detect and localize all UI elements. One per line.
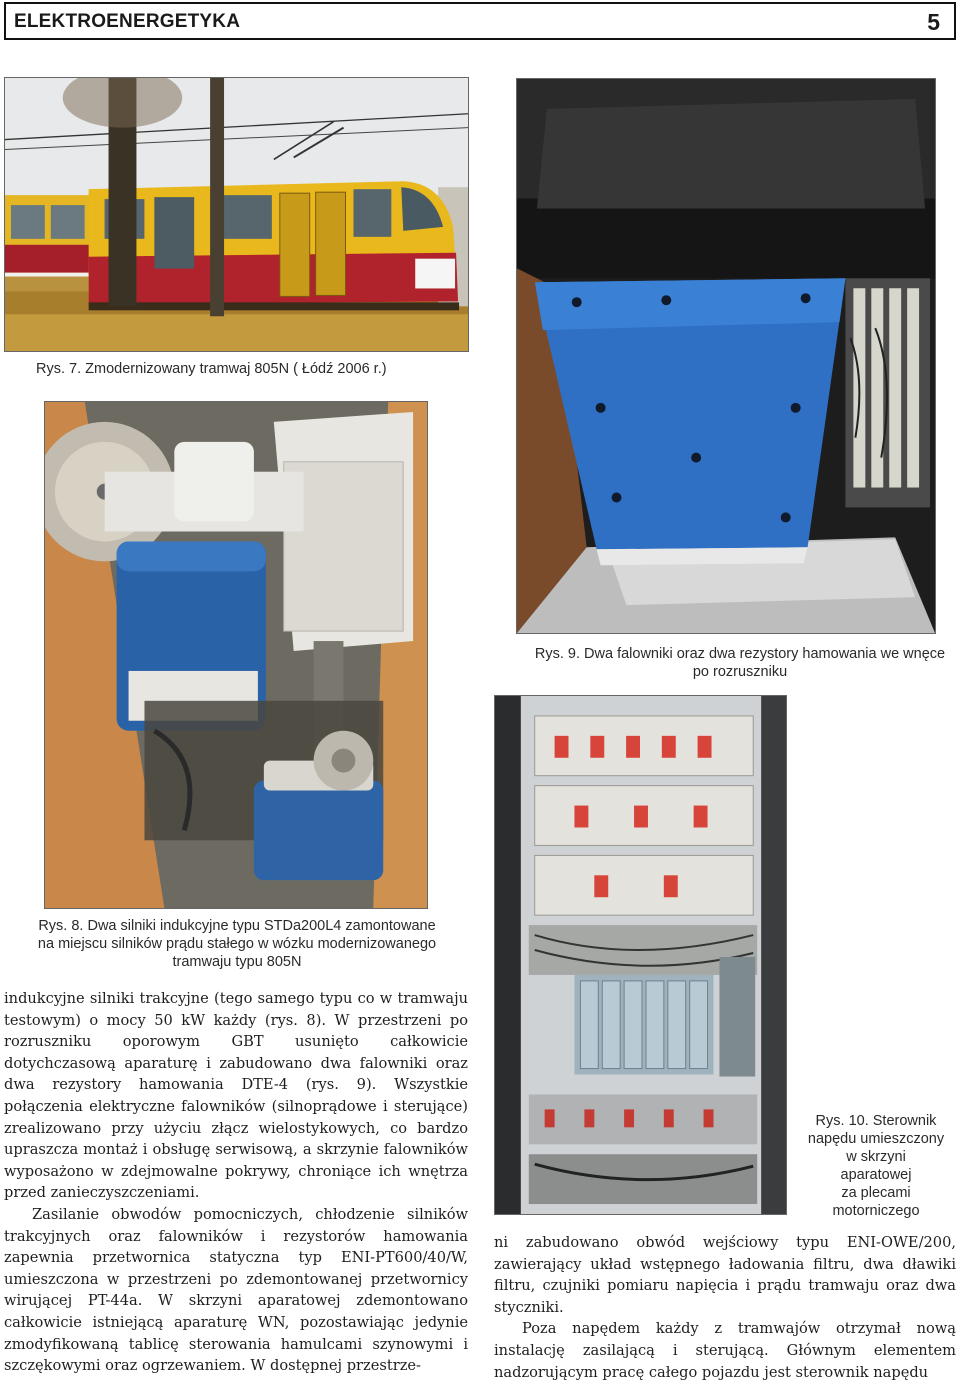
- figure-8-caption-line-1: Rys. 8. Dwa silniki indukcyjne typu STDa200L4 zamontowane: [38, 918, 436, 934]
- tram-illustration: [5, 78, 468, 351]
- figure-9-caption: [520, 645, 960, 681]
- right-column-text: [494, 1232, 956, 1383]
- figure-10-caption: [796, 1112, 956, 1220]
- figure-7-tram-photo: [4, 77, 469, 352]
- figure-9-caption-line-2: po rozruszniku: [692, 664, 788, 680]
- figure-10-caption-line-4: aparatowej: [840, 1167, 912, 1183]
- figure-8-caption: [2, 917, 472, 971]
- left-column-text: [4, 988, 468, 1377]
- figure-10-caption-line-2: napędu umieszczony: [807, 1131, 945, 1147]
- figure-8-motors-photo: [44, 401, 428, 909]
- left-paragraph-2: Zasilanie obwodów pomocniczych, chłodzenie silników trakcyjnych oraz falowników i rezystorów hamowania zapewnia przetwornica statyczna typ ENI-PT600/40/W, umieszczona w przestrzeni po zdemontowanej przetwornicy wirującej PT-44a. W skrzyni aparatowej zdemontowano całkowicie istniejącą aparaturę WN, pozostawiając jedynie zmodyfikowaną tablicę sterowania hamulcami szynowymi i szczękowymi oraz ogrzewaniem. W dostępnej przestrze-: [4, 1205, 468, 1375]
- figure-10-caption-line-3: w skrzyni: [846, 1149, 906, 1165]
- motors-illustration: [45, 402, 427, 908]
- figure-8-caption-line-3: tramwaju typu 805N: [172, 954, 302, 970]
- page-number: 5: [927, 9, 940, 35]
- section-title: ELEKTROENERGETYKA: [14, 11, 241, 32]
- figure-10-caption-line-1: Rys. 10. Sterownik: [815, 1113, 937, 1129]
- figure-10-caption-line-5: za plecami: [841, 1185, 911, 1201]
- figure-10-caption-line-6: motorniczego: [832, 1203, 920, 1219]
- inverter-niche-illustration: [517, 79, 935, 633]
- figure-9-caption-line-1: Rys. 9. Dwa falowniki oraz dwa rezystory hamowania we wnęce: [534, 646, 946, 662]
- left-paragraph-1: indukcyjne silniki trakcyjne (tego samego typu co w tramwaju testowym) o mocy 50 kW każdy (rys. 8). W przestrzeni po rozruszniku oporowym GBT usunięto całkowicie dotychczasową aparaturę i zabudowano dwa falowniki oraz dwa rezystory hamowania DTE-4 (rys. 9). Wszystkie połączenia elektryczne falowników (silnoprądowe i sterujące) zrealizowano przy użyciu złącz wielostykowych, co bardzo upraszcza montaż i obsługę serwisową, a skrzynie falowników wyposażono w zdejmowalne pokrywy, chroniące ich wnętrza przed zanieczyszczeniami.: [4, 990, 468, 1202]
- figure-10-controller-photo: [494, 695, 787, 1215]
- figure-8-caption-line-2: na miejscu silników prądu stałego w wózku modernizowanego: [37, 936, 437, 952]
- right-paragraph-2: Poza napędem każdy z tramwajów otrzymał nową instalację zasilającą i sterującą. Głównym elementem nadzorującym pracę całego pojazdu jest sterownik napędu: [494, 1320, 956, 1381]
- page-header: [4, 2, 956, 40]
- right-paragraph-1: ni zabudowano obwód wejściowy typu ENI-OWE/200, zawierający układ wstępnego ładowania filtru, dwa dławiki filtru, czujniki pomiaru napięcia i prądu tramwaju oraz dwa styczniki.: [494, 1234, 956, 1316]
- figure-7-caption: [36, 360, 466, 378]
- figure-9-inverter-photo: [516, 78, 936, 634]
- controller-cabinet-illustration: [495, 696, 786, 1214]
- figure-7-caption-text: Rys. 7. Zmodernizowany tramwaj 805N ( Łódź 2006 r.): [36, 361, 387, 377]
